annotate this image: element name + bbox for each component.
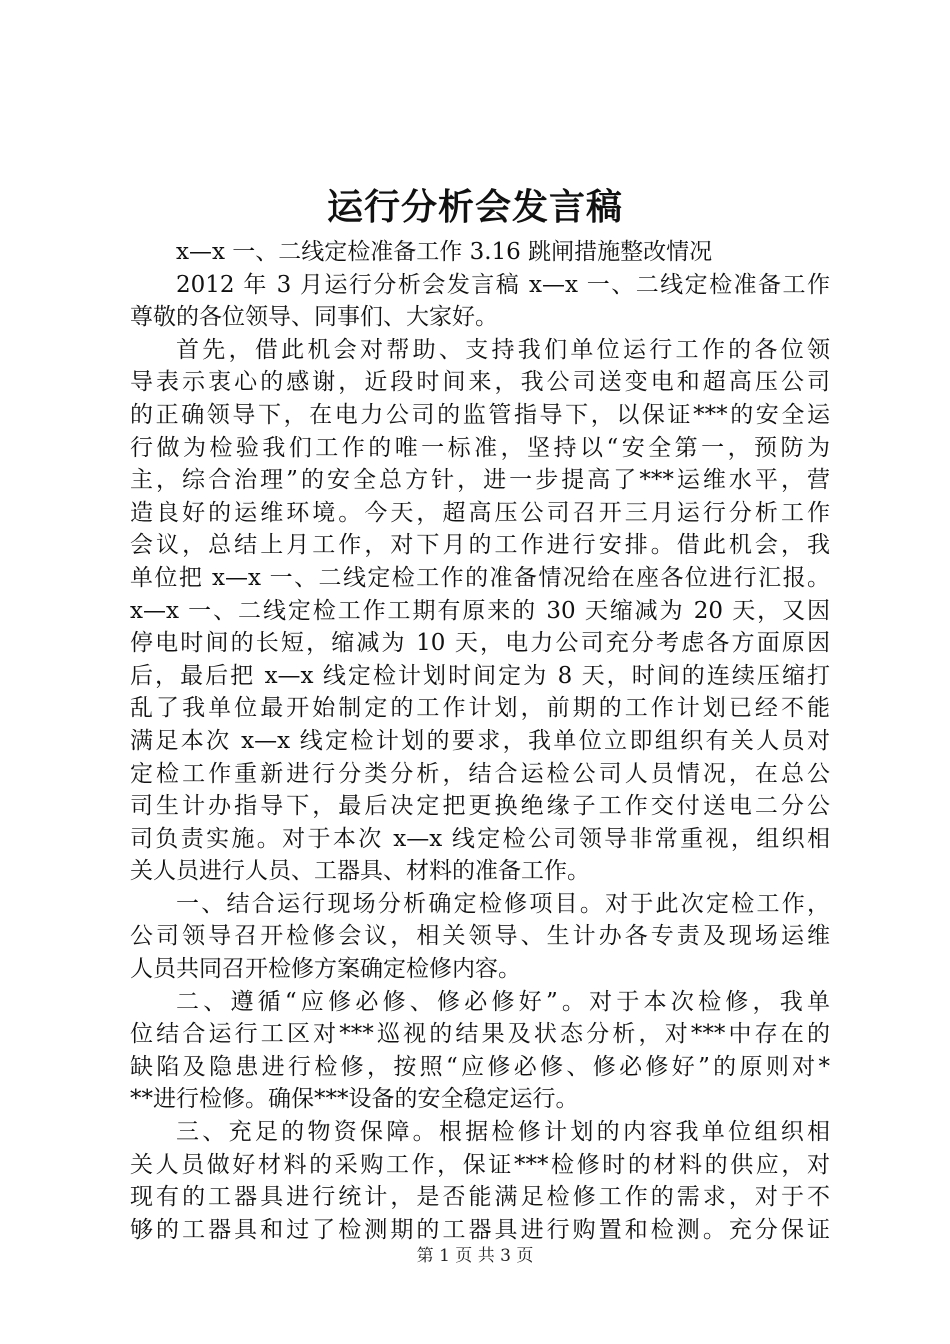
body-line: 现有的工器具进行统计，是否能满足检修工作的需求，对于不: [130, 1184, 830, 1211]
body-line: 二、遵循“应修必修、修必修好”。对于本次检修，我单: [176, 988, 830, 1015]
body-line: 主，综合治理”的安全总方针，进一步提高了***运维水平，营: [130, 467, 830, 494]
body-line: 关人员做好材料的采购工作，保证***检修时的材料的供应，对: [130, 1151, 830, 1178]
body-line: 关人员进行人员、工器具、材料的准备工作。: [130, 858, 590, 885]
body-line: 司生计办指导下，最后决定把更换绝缘子工作交付送电二分公: [130, 793, 830, 820]
body-line: 首先，借此机会对帮助、支持我们单位运行工作的各位领: [176, 336, 830, 363]
body-line: 单位把 x—x 一、二线定检工作的准备情况给在座各位进行汇报。: [130, 564, 830, 591]
body-line: 会议，总结上月工作，对下月的工作进行安排。借此机会，我: [130, 532, 830, 559]
page-footer: 第 1 页 共 3 页: [416, 1246, 534, 1266]
body-line: **进行检修。确保***设备的安全稳定运行。: [130, 1086, 579, 1113]
body-line: 乱了我单位最开始制定的工作计划，前期的工作计划已经不能: [130, 695, 830, 722]
body-line: 尊敬的各位领导、同事们、大家好。: [130, 304, 498, 331]
body-line: 位结合运行工区对***巡视的结果及状态分析，对***中存在的: [130, 1021, 830, 1048]
body-line: x—x 一、二线定检准备工作 3.16 跳闸措施整改情况: [176, 239, 713, 265]
body-line: 司负责实施。对于本次 x—x 线定检公司领导非常重视，组织相: [130, 825, 830, 852]
body-line: 缺陷及隐患进行检修，按照“应修必修、修必修好”的原则对*: [130, 1053, 830, 1080]
body-line: 停电时间的长短，缩减为 10 天，电力公司充分考虑各方面原因: [130, 630, 830, 657]
body-line: 导表示衷心的感谢，近段时间来，我公司送变电和超高压公司: [130, 369, 830, 396]
body-line: 满足本次 x—x 线定检计划的要求，我单位立即组织有关人员对: [130, 727, 830, 754]
document-title: 运行分析会发言稿: [326, 187, 623, 228]
document-body: [130, 236, 830, 1246]
body-line: 人员共同召开检修方案确定检修内容。: [130, 956, 521, 983]
body-line: 一、结合运行现场分析确定检修项目。对于此次定检工作，: [176, 890, 830, 917]
body-line: 三、充足的物资保障。根据检修计划的内容我单位组织相: [176, 1119, 830, 1146]
body-line: 够的工器具和过了检测期的工器具进行购置和检测。充分保证: [130, 1216, 830, 1243]
body-line: 2012 年 3 月运行分析会发言稿 x—x 一、二线定检准备工作: [176, 271, 830, 298]
body-line: 造良好的运维环境。今天，超高压公司召开三月运行分析工作: [130, 499, 830, 526]
body-line: 公司领导召开检修会议，相关领导、生计办各专责及现场运维: [130, 923, 830, 950]
body-line: 行做为检验我们工作的唯一标准，坚持以“安全第一，预防为: [130, 434, 830, 461]
body-line: 后，最后把 x—x 线定检计划时间定为 8 天，时间的连续压缩打: [130, 662, 830, 689]
body-line: 的正确领导下，在电力公司的监管指导下，以保证***的安全运: [130, 401, 830, 428]
body-line: x—x 一、二线定检工作工期有原来的 30 天缩减为 20 天，又因: [130, 597, 830, 624]
body-line: 定检工作重新进行分类分析，结合运检公司人员情况，在总公: [130, 760, 830, 787]
